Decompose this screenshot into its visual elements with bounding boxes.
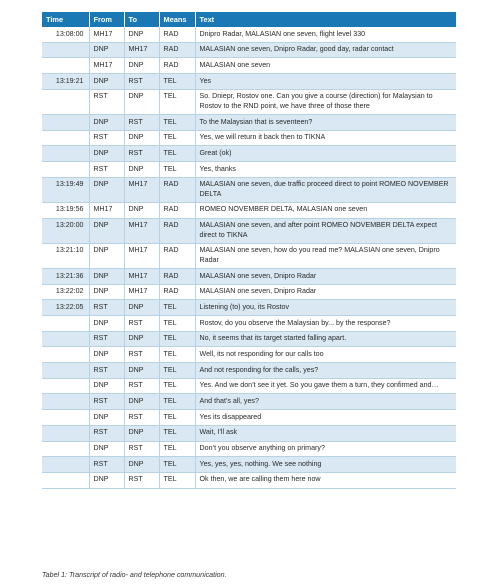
cell-time <box>42 394 89 410</box>
table-row <box>42 316 456 332</box>
cell-text: Yes, yes, yes, nothing. We see nothing <box>195 457 456 473</box>
cell-time <box>42 162 89 178</box>
cell-from: DNP <box>89 268 124 284</box>
cell-to: MH17 <box>124 42 159 58</box>
cell-from: RST <box>89 331 124 347</box>
cell-time: 13:21:10 <box>42 243 89 268</box>
cell-means: RAD <box>159 268 195 284</box>
cell-means: TEL <box>159 394 195 410</box>
cell-means: TEL <box>159 347 195 363</box>
cell-text: And that’s all, yes? <box>195 394 456 410</box>
cell-time <box>42 146 89 162</box>
table-row <box>42 457 456 473</box>
table-row <box>42 58 456 74</box>
cell-from: MH17 <box>89 202 124 218</box>
table-row <box>42 425 456 441</box>
cell-time: 13:19:49 <box>42 177 89 202</box>
cell-time <box>42 363 89 379</box>
cell-to: DNP <box>124 363 159 379</box>
cell-from: DNP <box>89 74 124 90</box>
table-row <box>42 378 456 394</box>
cell-to: DNP <box>124 130 159 146</box>
table-row <box>42 89 456 114</box>
cell-text: No, it seems that its target started falling apart. <box>195 331 456 347</box>
cell-text: Yes <box>195 74 456 90</box>
cell-from: DNP <box>89 146 124 162</box>
cell-to: RST <box>124 410 159 426</box>
table-row <box>42 114 456 130</box>
table-row <box>42 472 456 488</box>
cell-text: Well, its not responding for our calls too <box>195 347 456 363</box>
cell-means: TEL <box>159 378 195 394</box>
table-row <box>42 394 456 410</box>
cell-means: TEL <box>159 300 195 316</box>
table-row <box>42 177 456 202</box>
cell-from: MH17 <box>89 27 124 42</box>
cell-to: RST <box>124 441 159 457</box>
table-row <box>42 268 456 284</box>
cell-means: TEL <box>159 146 195 162</box>
table-row <box>42 27 456 42</box>
cell-means: TEL <box>159 114 195 130</box>
cell-means: TEL <box>159 425 195 441</box>
cell-text: Yes its disappeared <box>195 410 456 426</box>
header-means: Means <box>159 12 195 27</box>
cell-time <box>42 410 89 426</box>
cell-time: 13:21:36 <box>42 268 89 284</box>
cell-to: MH17 <box>124 243 159 268</box>
cell-means: TEL <box>159 410 195 426</box>
cell-text: MALASIAN one seven, and after point ROMEO NOVEMBER DELTA expect direct to TIKNA <box>195 218 456 243</box>
table-row <box>42 331 456 347</box>
cell-text: MALASIAN one seven, Dnipro Radar, good day, radar contact <box>195 42 456 58</box>
cell-to: DNP <box>124 58 159 74</box>
table-row <box>42 130 456 146</box>
cell-to: DNP <box>124 27 159 42</box>
cell-to: RST <box>124 347 159 363</box>
table-row <box>42 243 456 268</box>
table-row <box>42 162 456 178</box>
cell-time <box>42 472 89 488</box>
cell-time <box>42 347 89 363</box>
cell-means: TEL <box>159 74 195 90</box>
cell-to: DNP <box>124 331 159 347</box>
header-time: Time <box>42 12 89 27</box>
cell-from: RST <box>89 425 124 441</box>
table-row <box>42 284 456 300</box>
cell-to: MH17 <box>124 177 159 202</box>
cell-means: RAD <box>159 243 195 268</box>
cell-text: MALASIAN one seven, Dnipro Radar <box>195 284 456 300</box>
cell-means: RAD <box>159 58 195 74</box>
cell-means: TEL <box>159 331 195 347</box>
cell-from: DNP <box>89 347 124 363</box>
header-to: To <box>124 12 159 27</box>
cell-from: DNP <box>89 441 124 457</box>
cell-time: 13:19:21 <box>42 74 89 90</box>
cell-text: So. Dniepr, Rostov one. Can you give a course (direction) for Malaysian to Rostov to the RND point, we have three of those there <box>195 89 456 114</box>
cell-text: Great (ok) <box>195 146 456 162</box>
table-row <box>42 441 456 457</box>
header-from: From <box>89 12 124 27</box>
cell-means: TEL <box>159 457 195 473</box>
cell-from: RST <box>89 162 124 178</box>
cell-from: DNP <box>89 316 124 332</box>
cell-to: RST <box>124 146 159 162</box>
cell-from: RST <box>89 89 124 114</box>
cell-to: DNP <box>124 457 159 473</box>
cell-means: TEL <box>159 363 195 379</box>
cell-time: 13:22:05 <box>42 300 89 316</box>
table-row <box>42 300 456 316</box>
cell-time <box>42 42 89 58</box>
cell-text: Yes, thanks <box>195 162 456 178</box>
table-row <box>42 74 456 90</box>
cell-text: Listening (to) you, its Rostov <box>195 300 456 316</box>
cell-text: Yes. And we don’t see it yet. So you gave them a turn, they confirmed and… <box>195 378 456 394</box>
cell-means: RAD <box>159 202 195 218</box>
cell-from: RST <box>89 363 124 379</box>
table-row <box>42 410 456 426</box>
cell-from: DNP <box>89 42 124 58</box>
cell-to: DNP <box>124 89 159 114</box>
cell-time <box>42 457 89 473</box>
cell-text: Yes, we will return it back then to TIKNA <box>195 130 456 146</box>
cell-means: RAD <box>159 284 195 300</box>
cell-text: MALASIAN one seven, Dnipro Radar <box>195 268 456 284</box>
table-row <box>42 218 456 243</box>
header-text: Text <box>195 12 456 27</box>
cell-to: DNP <box>124 202 159 218</box>
cell-time <box>42 331 89 347</box>
cell-from: DNP <box>89 243 124 268</box>
table-row <box>42 347 456 363</box>
cell-time <box>42 441 89 457</box>
cell-to: DNP <box>124 162 159 178</box>
table-row <box>42 146 456 162</box>
cell-means: TEL <box>159 472 195 488</box>
cell-from: DNP <box>89 177 124 202</box>
cell-text: And not responding for the calls, yes? <box>195 363 456 379</box>
cell-text: Don’t you observe anything on primary? <box>195 441 456 457</box>
cell-time: 13:20:00 <box>42 218 89 243</box>
table-body <box>42 27 456 488</box>
cell-text: To the Malaysian that is seventeen? <box>195 114 456 130</box>
cell-to: DNP <box>124 300 159 316</box>
cell-time <box>42 114 89 130</box>
cell-to: DNP <box>124 425 159 441</box>
cell-to: RST <box>124 316 159 332</box>
cell-means: RAD <box>159 177 195 202</box>
cell-to: RST <box>124 472 159 488</box>
cell-text: Rostov, do you observe the Malaysian by... by the response? <box>195 316 456 332</box>
cell-time: 13:19:56 <box>42 202 89 218</box>
cell-from: RST <box>89 394 124 410</box>
cell-to: DNP <box>124 394 159 410</box>
cell-text: Wait, I’ll ask <box>195 425 456 441</box>
cell-to: RST <box>124 378 159 394</box>
cell-means: TEL <box>159 162 195 178</box>
cell-means: RAD <box>159 42 195 58</box>
cell-means: RAD <box>159 27 195 42</box>
table-caption: Tabel 1: Transcript of radio- and telephone communication. <box>42 571 227 579</box>
cell-to: RST <box>124 114 159 130</box>
cell-means: TEL <box>159 130 195 146</box>
cell-time <box>42 378 89 394</box>
transcript-table-container <box>42 12 456 489</box>
table-row <box>42 202 456 218</box>
table-header-row <box>42 12 456 27</box>
cell-from: DNP <box>89 378 124 394</box>
cell-to: RST <box>124 74 159 90</box>
cell-from: RST <box>89 130 124 146</box>
cell-means: TEL <box>159 89 195 114</box>
cell-text: MALASIAN one seven, due traffic proceed direct to point ROMEO NOVEMBER DELTA <box>195 177 456 202</box>
cell-from: RST <box>89 457 124 473</box>
cell-from: RST <box>89 300 124 316</box>
cell-text: ROMEO NOVEMBER DELTA, MALASIAN one seven <box>195 202 456 218</box>
table-row <box>42 42 456 58</box>
cell-text: MALASIAN one seven, how do you read me? MALASIAN one seven, Dnipro Radar <box>195 243 456 268</box>
transcript-table <box>42 12 456 489</box>
cell-means: TEL <box>159 316 195 332</box>
table-row <box>42 363 456 379</box>
cell-from: DNP <box>89 218 124 243</box>
cell-from: DNP <box>89 410 124 426</box>
cell-time <box>42 425 89 441</box>
cell-text: Ok then, we are calling them here now <box>195 472 456 488</box>
cell-text: Dnipro Radar, MALASIAN one seven, flight level 330 <box>195 27 456 42</box>
cell-from: DNP <box>89 472 124 488</box>
cell-time <box>42 58 89 74</box>
cell-time: 13:22:02 <box>42 284 89 300</box>
cell-time <box>42 89 89 114</box>
cell-to: MH17 <box>124 268 159 284</box>
cell-to: MH17 <box>124 218 159 243</box>
cell-to: MH17 <box>124 284 159 300</box>
cell-from: DNP <box>89 114 124 130</box>
cell-means: TEL <box>159 441 195 457</box>
cell-means: RAD <box>159 218 195 243</box>
cell-from: DNP <box>89 284 124 300</box>
cell-time: 13:08:00 <box>42 27 89 42</box>
cell-time <box>42 130 89 146</box>
cell-text: MALASIAN one seven <box>195 58 456 74</box>
cell-time <box>42 316 89 332</box>
cell-from: MH17 <box>89 58 124 74</box>
